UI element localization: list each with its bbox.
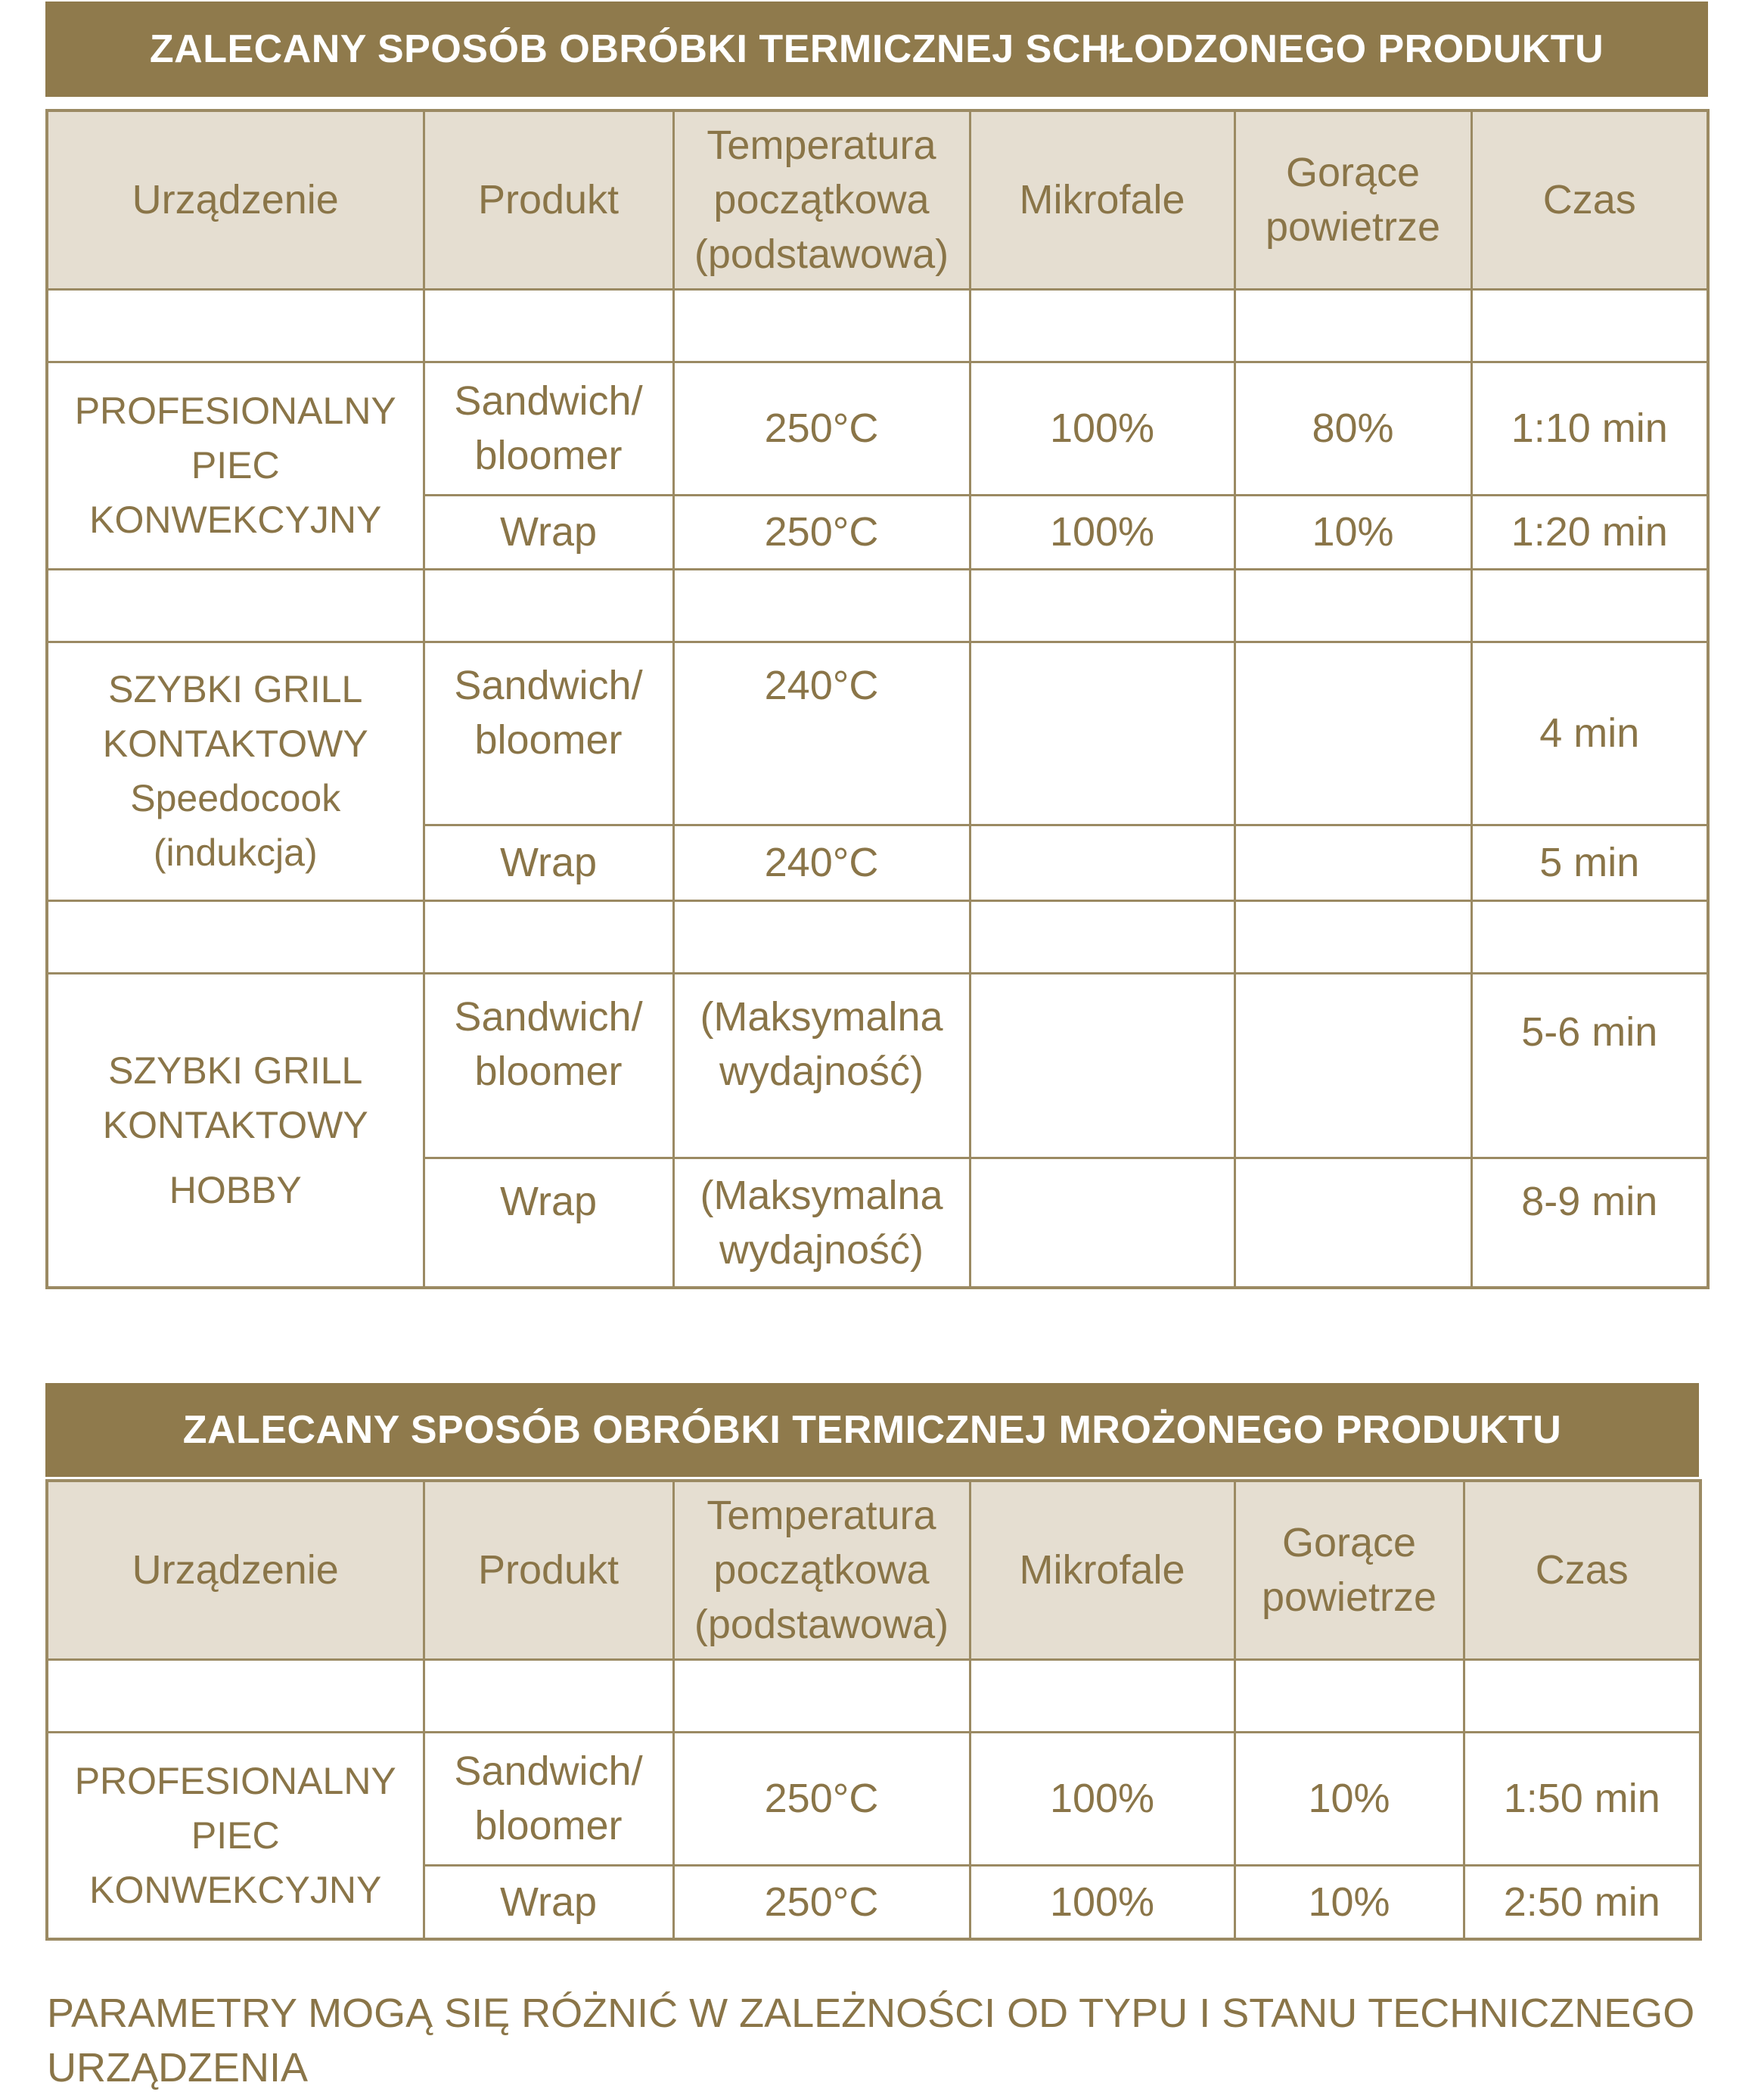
device-cell: PROFESIONALNY PIEC KONWEKCYJNY (47, 362, 424, 569)
time-cell: 2:50 min (1464, 1865, 1700, 1939)
hot-air-cell (1234, 1158, 1471, 1288)
header-device: Urządzenie (47, 1481, 424, 1659)
temperature-cell: 250°C (673, 1732, 970, 1865)
product-cell: Sandwich/ bloomer (424, 973, 673, 1158)
time-cell: 1:50 min (1464, 1732, 1700, 1865)
microwave-cell (970, 825, 1234, 900)
table-row (47, 973, 1708, 1158)
product-cell: Wrap (424, 825, 673, 900)
spacer-row (47, 1659, 1700, 1732)
time-cell: 4 min (1471, 642, 1708, 825)
hot-air-cell: 10% (1234, 495, 1471, 569)
chilled-product-table (45, 109, 1710, 1289)
temperature-cell: 250°C (673, 495, 970, 569)
header-product: Produkt (424, 1481, 673, 1659)
temperature-cell: 250°C (673, 1865, 970, 1939)
header-hot-air: Gorące powietrze (1234, 110, 1471, 289)
header-microwave: Mikrofale (970, 110, 1234, 289)
microwave-cell: 100% (970, 495, 1234, 569)
chilled-table-title: ZALECANY SPOSÓB OBRÓBKI TERMICZNEJ SCHŁODZONEGO PRODUKTU (45, 2, 1708, 97)
header-time: Czas (1464, 1481, 1700, 1659)
microwave-cell: 100% (970, 1865, 1234, 1939)
temperature-cell: (Maksymalna wydajność) (673, 973, 970, 1158)
microwave-cell: 100% (970, 362, 1234, 495)
header-row (47, 1481, 1700, 1659)
hot-air-cell: 10% (1234, 1732, 1464, 1865)
hot-air-cell (1234, 825, 1471, 900)
time-cell: 5-6 min (1471, 973, 1708, 1158)
table-row (47, 1732, 1700, 1865)
hot-air-cell (1234, 973, 1471, 1158)
hot-air-cell: 80% (1234, 362, 1471, 495)
temperature-cell: (Maksymalna wydajność) (673, 1158, 970, 1288)
header-microwave: Mikrofale (970, 1481, 1234, 1659)
product-cell: Wrap (424, 495, 673, 569)
device-cell: SZYBKI GRILL KONTAKTOWY HOBBY (47, 973, 424, 1288)
header-hot-air: Gorące powietrze (1234, 1481, 1464, 1659)
product-cell: Wrap (424, 1865, 673, 1939)
microwave-cell (970, 973, 1234, 1158)
header-product: Produkt (424, 110, 673, 289)
microwave-cell: 100% (970, 1732, 1234, 1865)
header-temperature: Temperatura początkowa (podstawowa) (673, 1481, 970, 1659)
table-row (47, 642, 1708, 825)
time-cell: 1:20 min (1471, 495, 1708, 569)
product-cell: Sandwich/ bloomer (424, 642, 673, 825)
spacer-row (47, 569, 1708, 642)
time-cell: 5 min (1471, 825, 1708, 900)
hot-air-cell: 10% (1234, 1865, 1464, 1939)
frozen-product-table (45, 1479, 1702, 1941)
footnote: PARAMETRY MOGĄ SIĘ RÓŻNIĆ W ZALEŻNOŚCI OD TYPU I STANU TECHNICZNEGO URZĄDZENIA (47, 1991, 1695, 2090)
microwave-cell (970, 642, 1234, 825)
time-cell: 1:10 min (1471, 362, 1708, 495)
table-row (47, 362, 1708, 495)
spacer-row (47, 900, 1708, 973)
header-time: Czas (1471, 110, 1708, 289)
time-cell: 8-9 min (1471, 1158, 1708, 1288)
hot-air-cell (1234, 642, 1471, 825)
temperature-cell: 240°C (673, 642, 970, 825)
temperature-cell: 240°C (673, 825, 970, 900)
header-row (47, 110, 1708, 289)
product-cell: Sandwich/ bloomer (424, 1732, 673, 1865)
temperature-cell: 250°C (673, 362, 970, 495)
spacer-row (47, 289, 1708, 362)
product-cell: Wrap (424, 1158, 673, 1288)
header-device: Urządzenie (47, 110, 424, 289)
device-cell: PROFESIONALNY PIEC KONWEKCYJNY (47, 1732, 424, 1939)
product-cell: Sandwich/ bloomer (424, 362, 673, 495)
microwave-cell (970, 1158, 1234, 1288)
frozen-table-title: ZALECANY SPOSÓB OBRÓBKI TERMICZNEJ MROŻONEGO PRODUKTU (45, 1383, 1699, 1477)
header-temperature: Temperatura początkowa (podstawowa) (673, 110, 970, 289)
device-cell: SZYBKI GRILL KONTAKTOWY Speedocook (indukcja) (47, 642, 424, 900)
